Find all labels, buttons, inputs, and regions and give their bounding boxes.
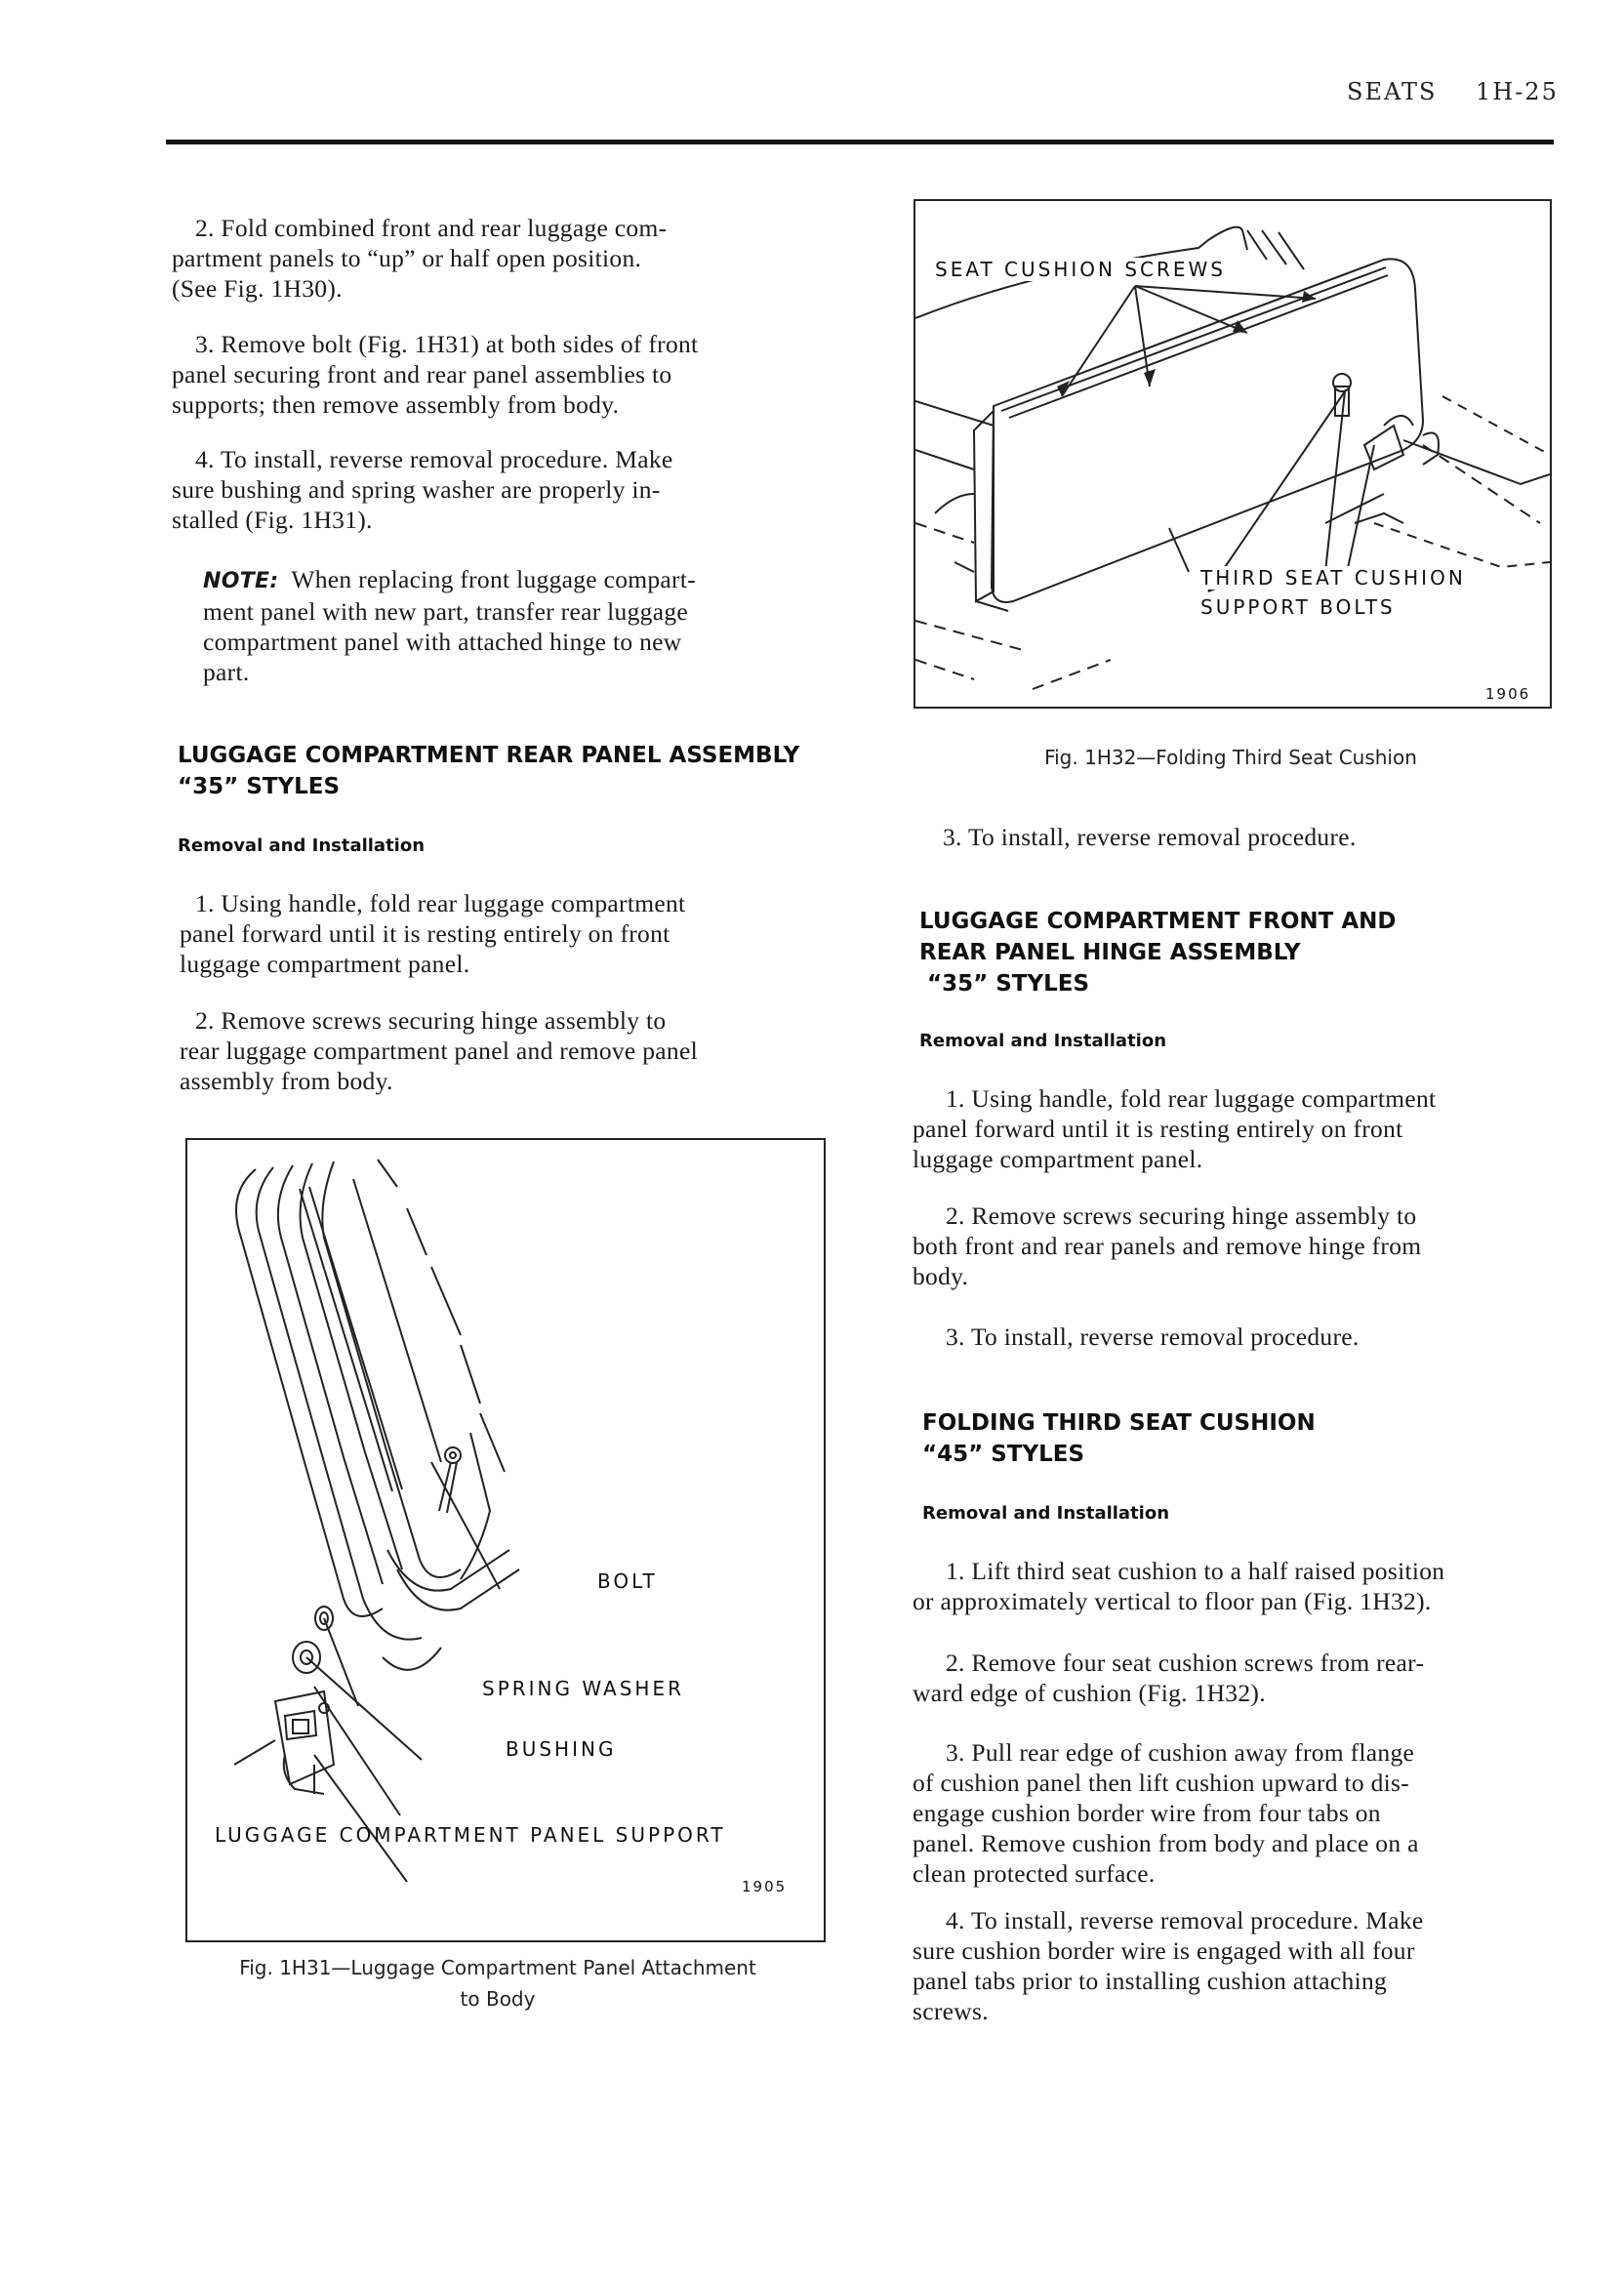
left-step-2: [172, 213, 816, 304]
text-line: body.: [913, 1262, 969, 1290]
text-line: panel forward until it is resting entirely on front: [180, 919, 670, 948]
heading-line: FOLDING THIRD SEAT CUSHION: [922, 1410, 1316, 1436]
third-seat-step-4: [913, 1905, 1557, 2026]
text-line: supports; then remove assembly from body.: [172, 390, 620, 419]
hinge-step-2: [913, 1201, 1557, 1291]
label-bushing: BUSHING: [506, 1737, 617, 1761]
text-line: 2. Remove screws securing hinge assembly to: [946, 1201, 1417, 1230]
text-line: 4. To install, reverse removal procedure. Make: [946, 1906, 1424, 1934]
hinge-step-3: [946, 1322, 1557, 1352]
text-line: ment panel with new part, transfer rear luggage: [203, 597, 688, 626]
label-panel-support: LUGGAGE COMPARTMENT PANEL SUPPORT: [215, 1823, 726, 1847]
heading-line: “35” STYLES: [178, 774, 341, 799]
text-line: partment panels to “up” or half open position.: [172, 244, 642, 272]
hinge-step-1: [913, 1083, 1557, 1174]
subheading-removal: Removal and Installation: [178, 835, 426, 856]
text-line: screws.: [913, 1997, 989, 2025]
subheading-removal-third-seat: Removal and Installation: [922, 1503, 1170, 1524]
note-block: [203, 564, 818, 687]
caption-line: Fig. 1H31—Luggage Compartment Panel Attachment: [239, 1956, 756, 1979]
heading-line: “35” STYLES: [927, 971, 1090, 997]
text-line: both front and rear panels and remove hinge from: [913, 1232, 1422, 1260]
text-line: sure cushion border wire is engaged with all four: [913, 1936, 1415, 1965]
label-support-bolts-line2: SUPPORT BOLTS: [1200, 595, 1396, 619]
label-seat-cushion-screws: SEAT CUSHION SCREWS: [935, 258, 1226, 281]
text-line: luggage compartment panel.: [180, 950, 470, 978]
third-seat-step-2: [913, 1648, 1557, 1708]
text-line: sure bushing and spring washer are properly in-: [172, 475, 661, 504]
section-heading-rear-panel: [178, 740, 799, 802]
text-line: assembly from body.: [180, 1067, 393, 1095]
text-line: rear luggage compartment panel and remove panel: [180, 1037, 698, 1065]
text-line: 1. Lift third seat cushion to a half raised position: [946, 1557, 1445, 1585]
text-line: 3. Remove bolt (Fig. 1H31) at both sides of front: [195, 330, 699, 358]
text-line: panel tabs prior to installing cushion attaching: [913, 1967, 1388, 1995]
third-seat-step-1: [913, 1556, 1557, 1616]
text-line: 2. Remove four seat cushion screws from rear-: [946, 1649, 1425, 1677]
text-line: 3. To install, reverse removal procedure.: [946, 1323, 1360, 1351]
figure-number-1905: 1905: [742, 1878, 788, 1895]
text-line: stalled (Fig. 1H31).: [172, 506, 373, 534]
text-line: panel securing front and rear panel assemblies to: [172, 360, 672, 388]
text-line: or approximately vertical to floor pan (Fig. 1H32).: [913, 1587, 1432, 1615]
text-line: ward edge of cushion (Fig. 1H32).: [913, 1679, 1266, 1707]
text-line: compartment panel with attached hinge to new: [203, 628, 682, 656]
text-line: (See Fig. 1H30).: [172, 274, 343, 303]
third-seat-step-3: [913, 1737, 1557, 1889]
text-line: panel. Remove cushion from body and place on a: [913, 1829, 1419, 1857]
page-number: 1H-25: [1476, 78, 1559, 105]
text-line: 3. To install, reverse removal procedure.: [943, 823, 1357, 851]
fig-step-3: [943, 822, 1548, 852]
text-line: panel forward until it is resting entirely on front: [913, 1115, 1403, 1143]
left-step-3: [172, 329, 816, 420]
section-heading-hinge-assembly: [919, 906, 1397, 999]
text-line: 4. To install, reverse removal procedure. Make: [195, 445, 673, 473]
text-line: clean protected surface.: [913, 1859, 1156, 1888]
text-line: 1. Using handle, fold rear luggage compartment: [195, 889, 686, 917]
caption-1h31: [166, 1952, 830, 2015]
text-line: of cushion panel then lift cushion upward to dis-: [913, 1769, 1410, 1797]
label-support-bolts-line1: THIRD SEAT CUSHION: [1200, 566, 1466, 590]
header-rule: [166, 140, 1554, 144]
figure-number-1906: 1906: [1485, 685, 1531, 703]
text-line: 3. Pull rear edge of cushion away from flange: [946, 1738, 1415, 1767]
text-line: 2. Remove screws securing hinge assembly to: [195, 1006, 667, 1035]
caption-1h32: Fig. 1H32—Folding Third Seat Cushion: [1044, 746, 1417, 769]
heading-line: LUGGAGE COMPARTMENT FRONT AND: [919, 909, 1397, 934]
figure-1h32: [914, 199, 1552, 709]
rear-step-2: [180, 1005, 816, 1096]
caption-line: to Body: [460, 1987, 536, 2011]
text-line: luggage compartment panel.: [913, 1145, 1203, 1173]
text-line: 1. Using handle, fold rear luggage compartment: [946, 1084, 1437, 1113]
heading-line: REAR PANEL HINGE ASSEMBLY: [919, 940, 1301, 965]
panel-attachment-illustration: [187, 1140, 824, 1940]
text-line: 2. Fold combined front and rear luggage com-: [195, 214, 668, 242]
running-header-section: SEATS: [1347, 78, 1438, 105]
left-step-4: [172, 444, 816, 535]
text-line: engage cushion border wire from four tabs on: [913, 1799, 1381, 1827]
text-line: When replacing front luggage compart-: [291, 565, 697, 593]
heading-line: “45” STYLES: [922, 1442, 1085, 1467]
figure-1h31: [185, 1138, 826, 1942]
rear-step-1: [180, 888, 816, 979]
label-bolt: BOLT: [597, 1569, 658, 1593]
heading-line: LUGGAGE COMPARTMENT REAR PANEL ASSEMBLY: [178, 743, 800, 768]
subheading-removal-hinge: Removal and Installation: [919, 1031, 1167, 1051]
note-label: NOTE:: [203, 569, 279, 593]
text-line: part.: [203, 658, 250, 686]
section-heading-third-seat: [922, 1407, 1316, 1470]
label-spring-washer: SPRING WASHER: [482, 1677, 684, 1700]
